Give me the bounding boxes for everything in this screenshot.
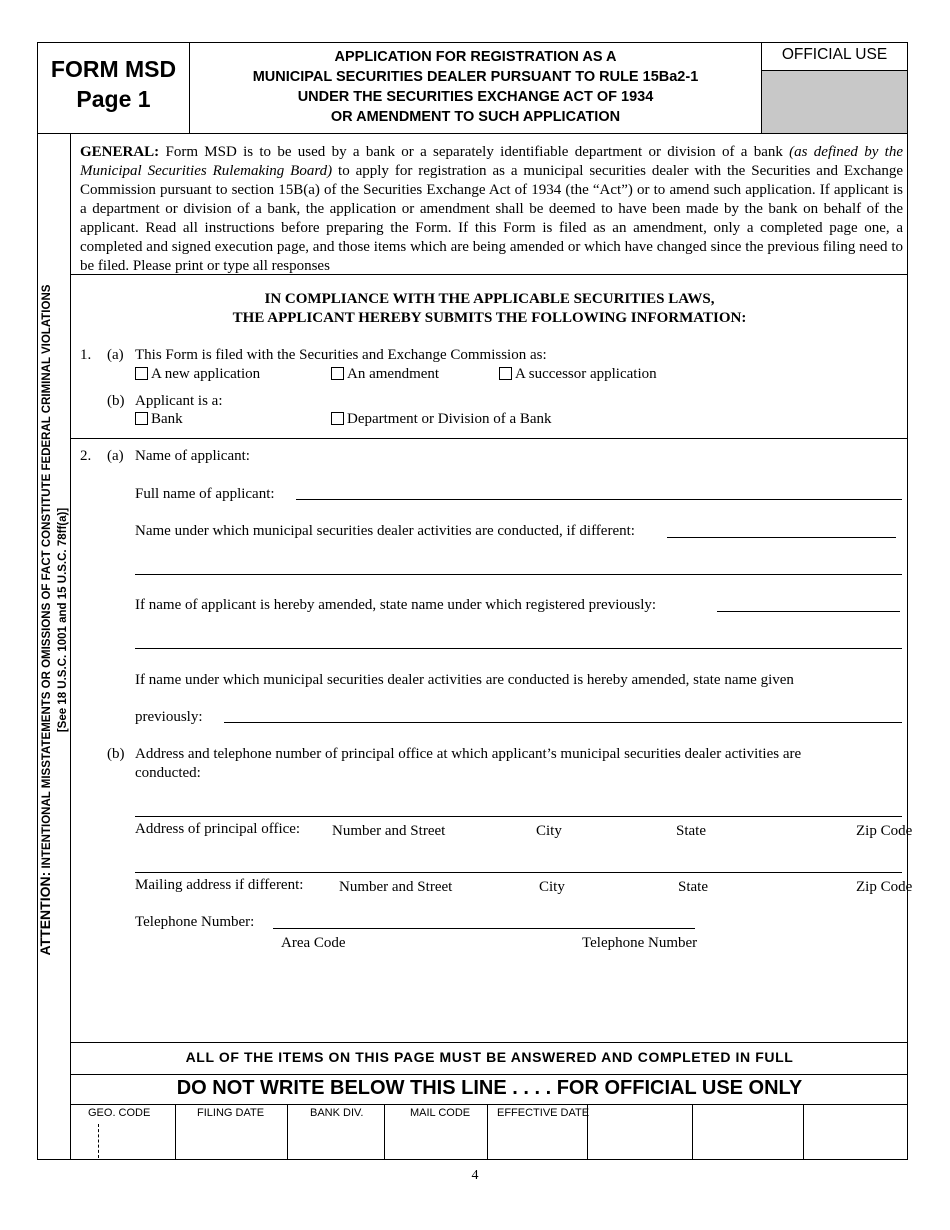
previous-name-label: If name of applicant is hereby amended, state name under which registered previously: <box>135 597 657 613</box>
grid-divider-2 <box>287 1104 288 1160</box>
item1b-label: (b) <box>107 393 125 409</box>
full-name-input[interactable] <box>296 499 902 500</box>
dba-name-input-continued[interactable] <box>135 574 902 575</box>
previous-name-input[interactable] <box>717 611 900 612</box>
area-code-caption: Area Code <box>281 935 346 951</box>
official-use-label: OFFICIAL USE <box>781 46 888 63</box>
previous-dba-input[interactable] <box>224 722 902 723</box>
previous-dba-label-2: previously: <box>135 709 203 725</box>
principal-state-caption: State <box>676 823 706 839</box>
option-new-application-label: A new application <box>151 366 261 382</box>
filing-date-header: FILING DATE <box>197 1107 265 1119</box>
attention-notice <box>37 220 71 1020</box>
must-answer-notice: ALL OF THE ITEMS ON THIS PAGE MUST BE ANSWERED AND COMPLETED IN FULL <box>185 1049 794 1065</box>
principal-address-label: Address of principal office: <box>135 821 301 837</box>
checkbox-department-division[interactable] <box>331 412 344 425</box>
attention-citation: [See 18 U.S.C. 1001 and 15 U.S.C. 78ff(a)] <box>57 507 69 733</box>
mailing-address-input[interactable] <box>135 872 902 873</box>
form-id-block <box>38 54 189 114</box>
mailing-zip-caption: Zip Code <box>856 879 913 895</box>
header-bottom-line <box>37 133 908 134</box>
mailing-address-label: Mailing address if different: <box>135 877 304 893</box>
general-text-1: Form MSD is to be used by a bank or a separately identifiable department or division of a bank <box>159 144 790 160</box>
grid-divider-6 <box>692 1104 693 1160</box>
grid-divider-1 <box>175 1104 176 1160</box>
option-department-division-label: Department or Division of a Bank <box>347 411 552 427</box>
option-bank[interactable] <box>135 411 183 428</box>
item2b-text-2: conducted: <box>135 765 201 781</box>
attention-label: ATTENTION: <box>37 871 53 956</box>
form-id: FORM MSD <box>50 56 177 82</box>
item1a-text: This Form is filed with the Securities and Exchange Commission as: <box>135 347 547 363</box>
grid-divider-3 <box>384 1104 385 1160</box>
telephone-label: Telephone Number: <box>135 914 255 930</box>
item2a-text: Name of applicant: <box>135 448 250 464</box>
item2-number: 2. <box>80 448 92 464</box>
title-line-3: UNDER THE SECURITIES EXCHANGE ACT OF 1934 <box>297 89 654 105</box>
attention-text: INTENTIONAL MISSTATEMENTS OR OMISSIONS OF FACT CONSTITUTE FEDERAL CRIMINAL VIOLATIONS <box>41 284 53 872</box>
page-number: 4 <box>471 1168 479 1183</box>
geo-code-header: GEO. CODE <box>88 1107 151 1119</box>
general-bottom-line <box>70 274 908 275</box>
telephone-input[interactable] <box>273 928 695 929</box>
item2a-label: (a) <box>107 448 124 464</box>
general-text-2: to apply for registration as a municipal securities dealer with the Securities and Exchange Commission pursuant to section 15B(a) of the Securities Exchange Act of 1934 (the “Act”) or to amend such application. If applicant is a department or division of a bank, the application or amendment shall be deemed to have been made by the bank on behalf of the applicant. Read all instructions before preparing the Form. If this Form is filed as an amendment, only a completed page one, a completed and signed execution page, and those items which are being amended or which have changed since the previous filing need to be filed. Please print or type all responses <box>80 163 904 274</box>
checkbox-new-application[interactable] <box>135 367 148 380</box>
checkbox-successor-application[interactable] <box>499 367 512 380</box>
bank-div-header: BANK DIV. <box>310 1107 364 1119</box>
do-not-write-top-line <box>70 1074 908 1075</box>
effective-date-header: EFFECTIVE DATE <box>497 1107 590 1119</box>
full-name-label: Full name of applicant: <box>135 486 275 502</box>
checkbox-bank[interactable] <box>135 412 148 425</box>
geo-code-tick <box>98 1124 99 1158</box>
grid-divider-7 <box>803 1104 804 1160</box>
mailing-state-caption: State <box>678 879 708 895</box>
form-page: Page 1 <box>76 86 151 112</box>
compliance-line-2: THE APPLICANT HEREBY SUBMITS THE FOLLOWING INFORMATION: <box>232 310 747 326</box>
option-amendment-label: An amendment <box>347 366 440 382</box>
title-line-4: OR AMENDMENT TO SUCH APPLICATION <box>330 109 621 125</box>
form-title <box>190 47 761 127</box>
general-italic: (as defined by the Municipal Securities Rulemaking Board) <box>80 144 904 179</box>
item1-bottom-line <box>70 438 908 439</box>
option-new-application[interactable] <box>135 366 260 383</box>
item1b-text: Applicant is a: <box>135 393 223 409</box>
item1-number: 1. <box>80 347 92 363</box>
item2b-text: Address and telephone number of principal office at which applicant’s municipal securities dealer activities are <box>135 746 802 762</box>
title-line-2: MUNICIPAL SECURITIES DEALER PURSUANT TO RULE 15Ba2-1 <box>252 69 699 85</box>
dba-name-label: Name under which municipal securities dealer activities are conducted, if different: <box>135 523 635 539</box>
checkbox-amendment[interactable] <box>331 367 344 380</box>
mail-code-header: MAIL CODE <box>410 1107 471 1119</box>
principal-address-input[interactable] <box>135 816 902 817</box>
dba-name-input[interactable] <box>667 537 896 538</box>
previous-dba-label: If name under which municipal securities dealer activities are conducted is hereby amended, state name given <box>135 672 794 688</box>
title-line-1: APPLICATION FOR REGISTRATION AS A <box>334 49 617 65</box>
item1a-label: (a) <box>107 347 124 363</box>
principal-street-caption: Number and Street <box>332 823 446 839</box>
official-use-box <box>762 71 907 133</box>
official-grid-top-line <box>70 1104 908 1105</box>
mailing-street-caption: Number and Street <box>339 879 453 895</box>
option-successor-application-label: A successor application <box>515 366 657 382</box>
general-label: GENERAL: <box>80 144 160 160</box>
principal-city-caption: City <box>536 823 562 839</box>
compliance-heading <box>71 290 908 328</box>
option-department-division[interactable] <box>331 411 552 428</box>
must-answer-top-line <box>70 1042 908 1043</box>
grid-divider-4 <box>487 1104 488 1160</box>
option-successor-application[interactable] <box>499 366 657 383</box>
option-bank-label: Bank <box>151 411 183 427</box>
telephone-number-caption: Telephone Number <box>582 935 698 951</box>
general-instructions <box>80 143 903 276</box>
principal-zip-caption: Zip Code <box>856 823 913 839</box>
mailing-city-caption: City <box>539 879 565 895</box>
item2b-label: (b) <box>107 746 125 762</box>
do-not-write-notice: DO NOT WRITE BELOW THIS LINE . . . . FOR OFFICIAL USE ONLY <box>176 1077 803 1099</box>
compliance-line-1: IN COMPLIANCE WITH THE APPLICABLE SECURITIES LAWS, <box>264 291 715 307</box>
previous-name-input-continued[interactable] <box>135 648 902 649</box>
option-amendment[interactable] <box>331 366 439 383</box>
